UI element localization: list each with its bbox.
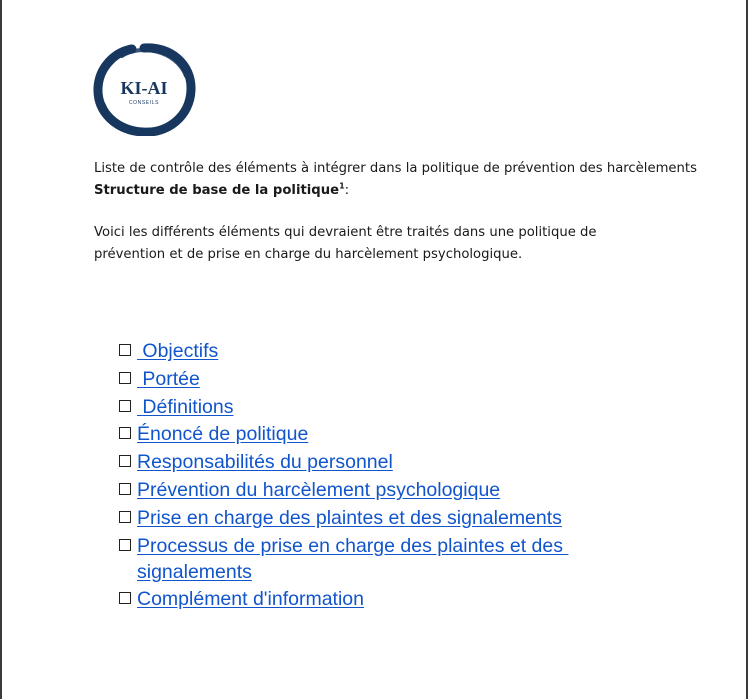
checklist-heading: Liste de contrôle des éléments à intégrer dans la politique de prévention des harcèlements [94, 161, 697, 176]
list-item [119, 394, 599, 420]
checklist-link-portee[interactable]: Portée [137, 367, 200, 390]
logo-wordmark: KI-AI [120, 78, 168, 98]
ki-ai-logo [92, 42, 196, 136]
checklist-link-prevention[interactable]: Prévention du harcèlement psychologique [137, 478, 501, 501]
checklist-link-objectifs[interactable]: Objectifs [137, 340, 219, 362]
checkbox[interactable] [119, 511, 131, 523]
checkbox[interactable] [119, 539, 131, 551]
policy-checklist [119, 338, 599, 614]
checklist-link-enonce[interactable]: Énoncé de politique [137, 423, 309, 446]
structure-heading [94, 180, 694, 202]
list-item [119, 533, 599, 585]
checkbox[interactable] [119, 455, 131, 467]
list-item [119, 477, 599, 503]
logo-brush-circle-icon [92, 42, 196, 136]
footnote-reference[interactable]: 1 [339, 181, 345, 191]
intro-paragraph: Voici les différents éléments qui devraient être traités dans une politique de prévention et de prise en charge du harcèlement psychologique. [94, 225, 597, 262]
intro-section [94, 158, 697, 266]
structure-heading-suffix: : [344, 183, 350, 198]
list-item [119, 421, 599, 447]
checklist-link-prise-en-charge[interactable]: Prise en charge des plaintes et des signalements [137, 506, 562, 529]
checklist-link-processus[interactable]: Processus de prise en charge des plaintes et des signalements [137, 534, 569, 583]
list-item [119, 505, 599, 531]
checklist-link-definitions[interactable]: Définitions [137, 395, 234, 418]
structure-heading-text: Structure de base de la politique [94, 183, 340, 198]
logo-tagline: CONSEILS [128, 100, 160, 106]
list-item [119, 449, 599, 475]
checkbox[interactable] [119, 344, 131, 356]
checklist-link-responsabilites[interactable]: Responsabilités du personnel [137, 451, 393, 474]
checkbox[interactable] [119, 400, 131, 412]
list-item [119, 586, 599, 612]
checkbox[interactable] [119, 483, 131, 495]
checkbox[interactable] [119, 592, 131, 604]
checkbox[interactable] [119, 427, 131, 439]
list-item [119, 338, 599, 364]
list-item [119, 366, 599, 392]
checkbox[interactable] [119, 372, 131, 384]
checklist-link-complement[interactable]: Complément d'information [137, 588, 364, 611]
